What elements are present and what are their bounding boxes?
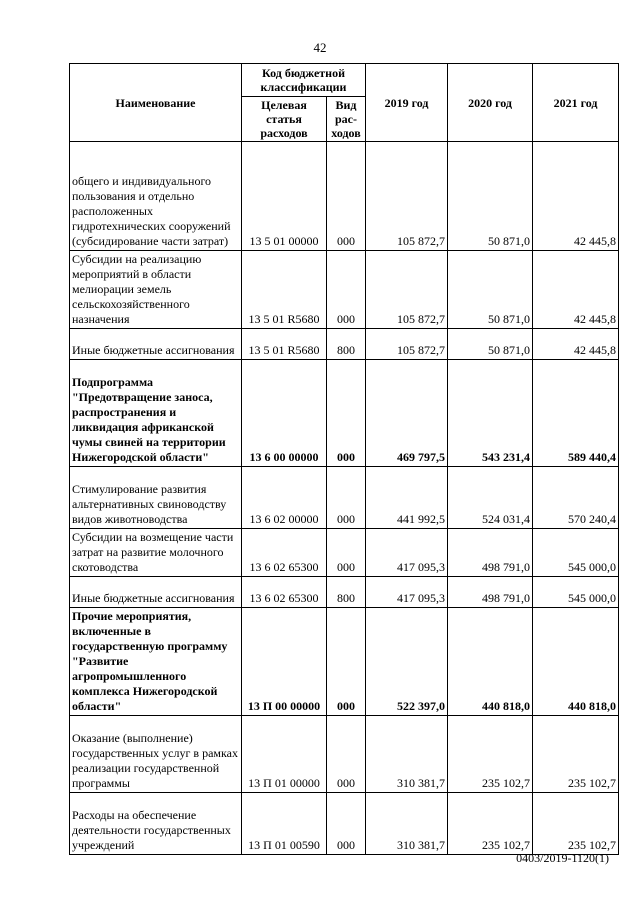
row-kind: 000: [327, 467, 366, 529]
row-kind: 000: [327, 608, 366, 716]
row-kind: 000: [327, 360, 366, 467]
row-code: 13 5 01 R5680: [242, 329, 327, 360]
row-2019: 105 872,7: [366, 251, 448, 329]
row-2019: 417 095,3: [366, 577, 448, 608]
row-kind: 000: [327, 716, 366, 793]
row-2020: 543 231,4: [448, 360, 533, 467]
table-row: [70, 608, 619, 716]
row-2021: 42 445,8: [533, 142, 619, 251]
row-kind: 000: [327, 251, 366, 329]
row-name: Субсидии на реализацию мероприятий в области мелиорации земель сельскохозяйственного назначения: [70, 251, 242, 329]
row-code: 13 6 02 65300: [242, 529, 327, 577]
header-2020: 2020 год: [448, 64, 533, 142]
header-code-group: Код бюджетной классификации: [242, 64, 366, 97]
row-code: 13 5 01 00000: [242, 142, 327, 251]
row-2019: 522 397,0: [366, 608, 448, 716]
row-2019: 441 992,5: [366, 467, 448, 529]
table-row: [70, 360, 619, 467]
row-2021: 545 000,0: [533, 577, 619, 608]
row-2020: 440 818,0: [448, 608, 533, 716]
row-kind: 000: [327, 793, 366, 855]
header-expense-type: Вид рас-ходов: [327, 97, 366, 142]
row-code: 13 5 01 R5680: [242, 251, 327, 329]
table-row: [70, 329, 619, 360]
budget-table: [69, 63, 619, 855]
row-2019: 310 381,7: [366, 716, 448, 793]
table-row: [70, 577, 619, 608]
table-row: [70, 467, 619, 529]
table-row: [70, 793, 619, 855]
row-2020: 235 102,7: [448, 793, 533, 855]
row-2021: 42 445,8: [533, 329, 619, 360]
row-name: Подпрограмма "Предотвращение заноса, распространения и ликвидация африканской чумы свиней на территории Нижегородской области": [70, 360, 242, 467]
row-2020: 498 791,0: [448, 529, 533, 577]
row-code: 13 6 02 65300: [242, 577, 327, 608]
row-2019: 105 872,7: [366, 329, 448, 360]
table-row: [70, 716, 619, 793]
row-kind: 800: [327, 329, 366, 360]
row-name: Прочие мероприятия, включенные в государственную программу "Развитие агропромышленного комплекса Нижегородской области": [70, 608, 242, 716]
row-2021: 235 102,7: [533, 716, 619, 793]
row-code: 13 П 01 00000: [242, 716, 327, 793]
header-name: Наименование: [70, 64, 242, 142]
row-2021: 440 818,0: [533, 608, 619, 716]
header-2019: 2019 год: [366, 64, 448, 142]
row-2020: 235 102,7: [448, 716, 533, 793]
header-target-article: Целевая статья расходов: [242, 97, 327, 142]
row-2020: 50 871,0: [448, 329, 533, 360]
row-name: Иные бюджетные ассигнования: [70, 577, 242, 608]
row-kind: 000: [327, 142, 366, 251]
row-code: 13 6 02 00000: [242, 467, 327, 529]
table-row: [70, 529, 619, 577]
row-2021: 570 240,4: [533, 467, 619, 529]
row-kind: 800: [327, 577, 366, 608]
row-2021: 235 102,7: [533, 793, 619, 855]
row-2019: 417 095,3: [366, 529, 448, 577]
row-2021: 42 445,8: [533, 251, 619, 329]
row-2020: 50 871,0: [448, 251, 533, 329]
row-2021: 545 000,0: [533, 529, 619, 577]
row-2019: 310 381,7: [366, 793, 448, 855]
row-2020: 524 031,4: [448, 467, 533, 529]
header-2021: 2021 год: [533, 64, 619, 142]
row-name: Расходы на обеспечение деятельности государственных учреждений: [70, 793, 242, 855]
document-code: 0403/2019-1120(1): [516, 851, 609, 865]
table-row: [70, 142, 619, 251]
table-row: [70, 251, 619, 329]
row-code: 13 6 00 00000: [242, 360, 327, 467]
row-name: Оказание (выполнение) государственных услуг в рамках реализации государственной программы: [70, 716, 242, 793]
row-code: 13 П 01 00590: [242, 793, 327, 855]
row-2021: 589 440,4: [533, 360, 619, 467]
row-2020: 50 871,0: [448, 142, 533, 251]
row-kind: 000: [327, 529, 366, 577]
row-name: Стимулирование развития альтернативных свиноводству видов животноводства: [70, 467, 242, 529]
row-name: Иные бюджетные ассигнования: [70, 329, 242, 360]
row-name: Субсидии на возмещение части затрат на развитие молочного скотоводства: [70, 529, 242, 577]
row-2020: 498 791,0: [448, 577, 533, 608]
page-number: 42: [313, 40, 327, 55]
row-code: 13 П 00 00000: [242, 608, 327, 716]
row-name: общего и индивидуального пользования и отдельно расположенных гидротехнических сооружений (субсидирование части затрат): [70, 142, 242, 251]
row-2019: 105 872,7: [366, 142, 448, 251]
row-2019: 469 797,5: [366, 360, 448, 467]
